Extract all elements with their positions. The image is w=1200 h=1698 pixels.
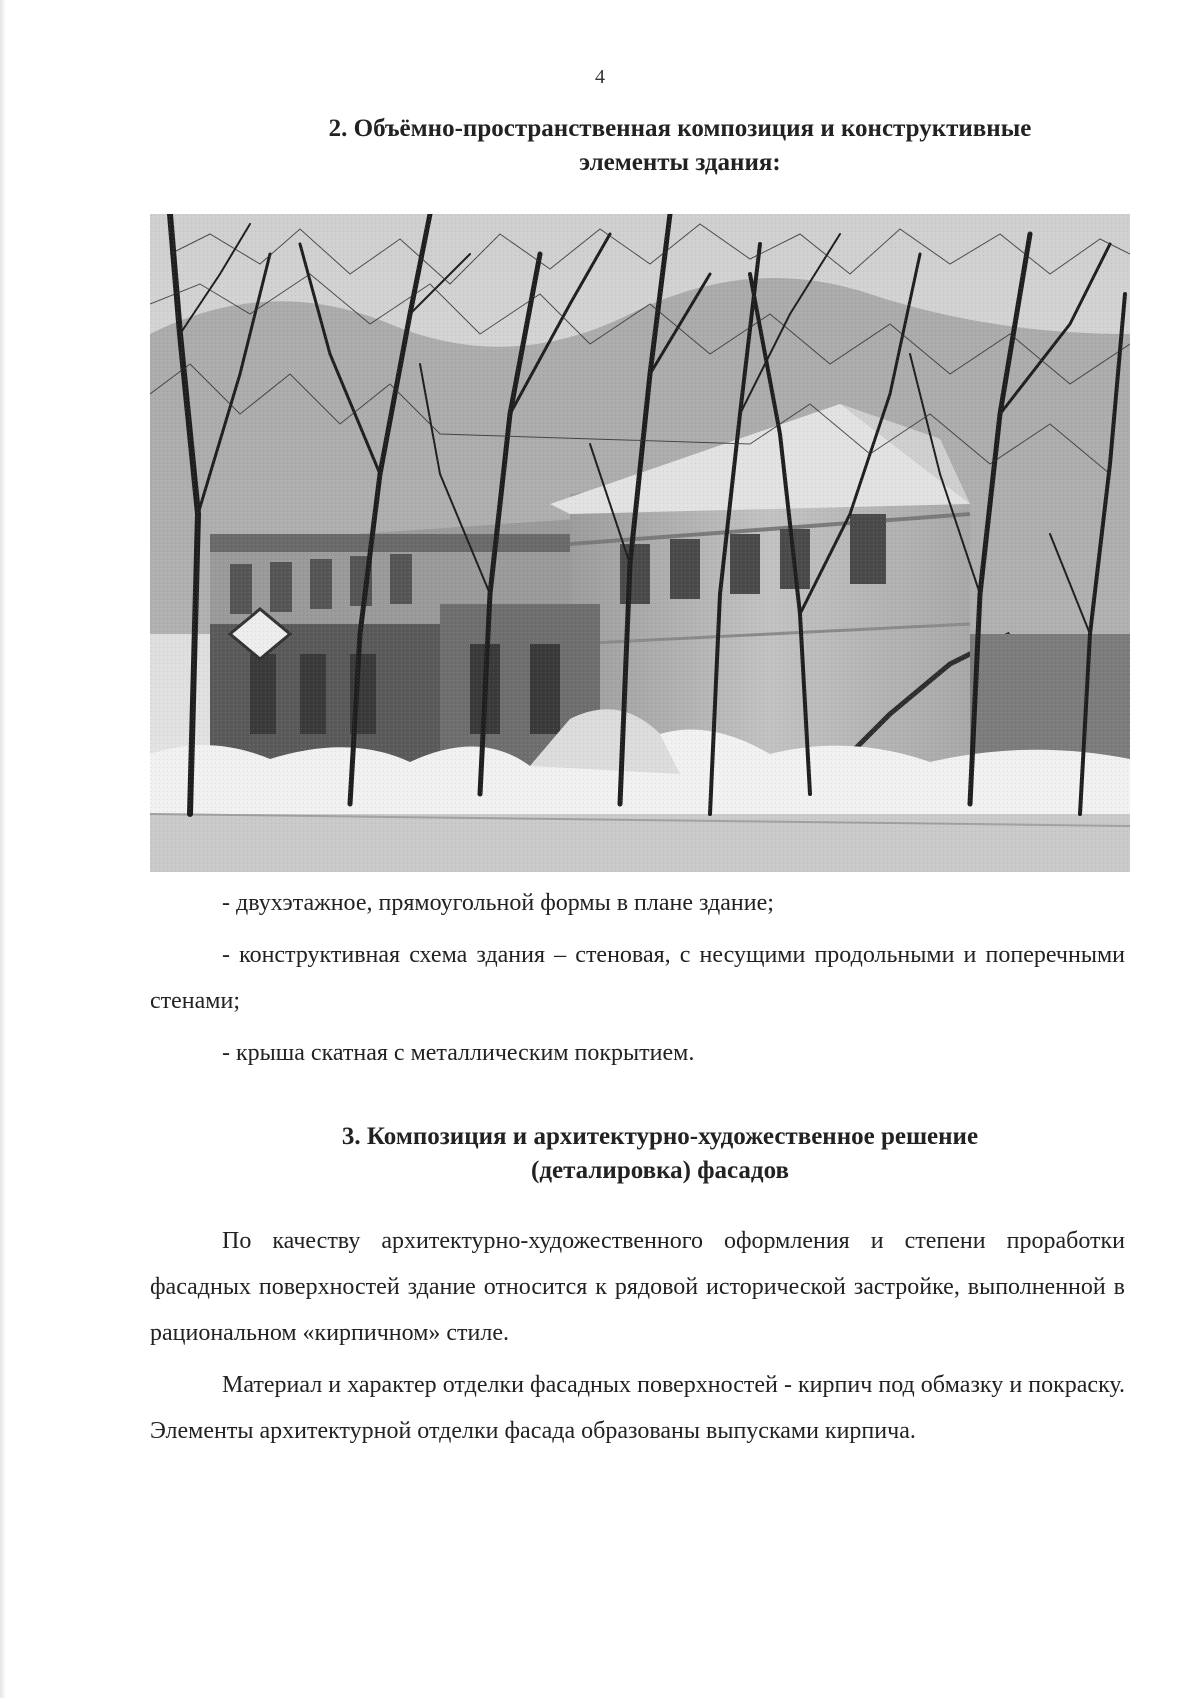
bullet-2 [150, 932, 1125, 1024]
paragraph-1 [150, 1218, 1125, 1356]
section-3-heading-line-2: (деталировка) фасадов [531, 1157, 789, 1184]
bullet-3 [150, 1030, 1125, 1076]
paragraph-2-text: Материал и характер отделки фасадных поверхностей - кирпич под обмазку и покраску. Элементы архитектурной отделки фасада образованы выпусками кирпича. [150, 1372, 1125, 1444]
paragraph-2 [150, 1362, 1125, 1454]
page-number: 4 [595, 66, 605, 88]
section-3-heading-line-1: 3. Композиция и архитектурно-художественное решение [341, 1123, 979, 1150]
bullet-2-text: - конструктивная схема здания – стеновая, с несущими продольными и поперечными стенами; [150, 942, 1125, 1014]
bullet-1 [150, 880, 1125, 926]
bullet-3-text: - крыша скатная с металлическим покрытием. [222, 1040, 695, 1066]
bullet-1-text: - двухэтажное, прямоугольной формы в плане здание; [222, 890, 774, 916]
paragraph-1-text: По качеству архитектурно-художественного оформления и степени проработки фасадных поверхностей здание относится к рядовой исторической застройке, выполненной в рациональном «кирпичном» стиле. [150, 1228, 1125, 1346]
section-3-heading [250, 1120, 1070, 1188]
building-photo [150, 214, 1130, 872]
scan-edge [0, 0, 6, 1698]
section-2-heading-line-1: 2. Объёмно-пространственная композиция и конструктивные [328, 115, 1032, 142]
section-2-heading [240, 112, 1120, 180]
section-2-heading-line-2: элементы здания: [579, 149, 781, 176]
